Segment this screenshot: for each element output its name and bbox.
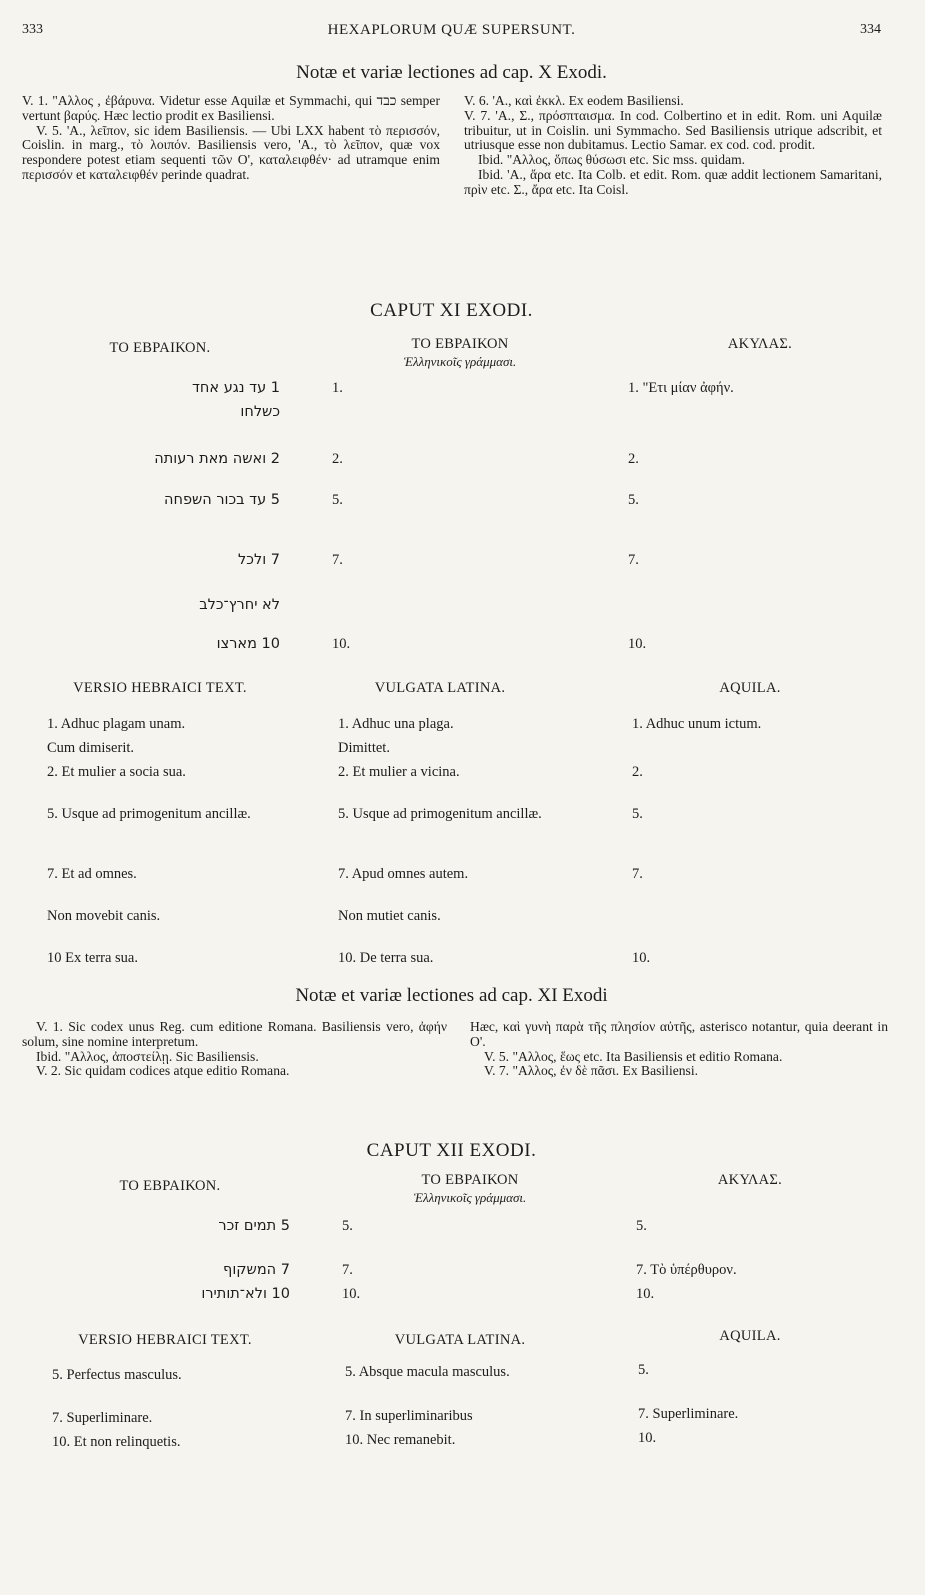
note-paragraph: Hæc, καὶ γυνὴ παρὰ τῆς πλησίον αὐτῆς, asterisco notantur, quia deerant in O'. [470,1019,888,1049]
hebrew-cell: 5 עד בכור השפחה [164,492,280,508]
aquila-cell: 10. [636,1286,655,1302]
greek-translit-cell: 5. [342,1218,353,1234]
vulgata-cell: Dimittet. [338,740,390,756]
note-paragraph: V. 1. "Αλλος , ἐβάρυνα. Videtur esse Aquilæ et Symmachi, qui כבד semper vertunt βαρύς. Hæc lectio prodit ex Basiliensi. [22,93,440,123]
column-header-aquila: AQUILA. [719,680,781,696]
aquila-cell: 2. [628,451,639,467]
column-header-hebraikon-greek: ΤΟ ΕΒΡΑΙΚΟΝ [421,1172,519,1188]
hebrew-cell: 1 עד נגע אחד [192,380,280,396]
running-title: HEXAPLORUM QUÆ SUPERSUNT. [327,22,576,38]
vulgata-cell: 2. Et mulier a vicina. [338,764,460,780]
vulgata-cell: 10. De terra sua. [338,950,434,966]
versio-cell: 10 Ex terra sua. [47,950,138,966]
note-paragraph: Ibid. "Αλλος, ὅπως θύσωσι etc. Sic mss. quidam. [478,152,746,168]
page-number-right: 334 [860,22,881,37]
page-number-left: 333 [22,22,43,37]
notes-x-right-column [464,94,882,198]
vulgata-cell: 7. Apud omnes autem. [338,866,469,882]
aquila-cell: 5. [636,1218,647,1234]
aquila-latin-cell: 10. [632,950,651,966]
note-paragraph: V. 2. Sic quidam codices atque editio Romana. [36,1063,290,1079]
column-header-aquila: AQUILA. [719,1328,781,1344]
hebrew-cell: 7 ולכל [238,552,280,568]
versio-cell: 5. Usque ad primogenitum ancillæ. [47,806,251,822]
hebrew-cell: 2 ואשה מאת רעותה [154,451,280,467]
greek-translit-cell: 2. [332,451,343,467]
notes-xi-title: Notæ et variæ lectiones ad cap. XI Exodi [295,985,608,1006]
greek-translit-cell: 1. [332,380,343,396]
column-header-akylas: ΑΚΥΛΑΣ. [717,1172,783,1188]
aquila-latin-cell: 10. [638,1430,657,1446]
notes-xi-right-column [470,1020,888,1079]
aquila-latin-cell: 7. Superliminare. [638,1406,739,1422]
column-header-akylas: ΑΚΥΛΑΣ. [727,336,793,352]
versio-cell: 10. Et non relinquetis. [52,1434,181,1450]
versio-cell: 5. Perfectus masculus. [52,1367,182,1383]
caput-xi-title: CAPUT XI EXODI. [370,300,533,321]
versio-cell: 7. Superliminare. [52,1410,153,1426]
caput-xii-title: CAPUT XII EXODI. [366,1140,537,1161]
versio-cell: 2. Et mulier a socia sua. [47,764,186,780]
note-paragraph: V. 6. 'A., καὶ ἐκκλ. Ex eodem Basiliensi. [464,93,684,108]
running-header [22,22,881,44]
vulgata-cell: 10. Nec remanebit. [345,1432,456,1448]
vulgata-cell: 5. Usque ad primogenitum ancillæ. [338,806,542,822]
hebrew-cell: 5 תמים זכר [218,1218,290,1234]
aquila-cell: 10. [628,636,647,652]
greek-translit-cell: 10. [332,636,351,652]
aquila-latin-cell: 5. [638,1362,649,1378]
vulgata-cell: 7. In superliminaribus [345,1408,473,1424]
aquila-cell: 7. Τὸ ὑπέρθυρον. [636,1262,737,1278]
hebrew-cell: 10 ולא־תותירו [201,1286,290,1302]
note-paragraph: V. 1. Sic codex unus Reg. cum editione Romana. Basiliensis vero, ἀφήν solum, sine nomine interpretum. [22,1019,447,1049]
column-header-hebraikon: ΤΟ ΕΒΡΑΙΚΟΝ. [119,1178,221,1194]
vulgata-cell: Non mutiet canis. [338,908,441,924]
column-header-vulgata: VULGATA LATINA. [374,680,506,696]
notes-x-left-column [22,94,440,183]
hebrew-cell: 10 מארצו [216,636,280,652]
versio-cell: 7. Et ad omnes. [47,866,137,882]
hebrew-cell: לא יחרץ־כלב [199,597,280,613]
hebrew-cell: 7 המשקוף [223,1262,290,1278]
hebrew-cell: כשלחו [240,404,280,420]
versio-cell: Cum dimiserit. [47,740,134,756]
column-subheader-greek-letters: Ἑλληνικοῖς γράμμασι. [413,1190,527,1205]
note-paragraph: Ibid. "Αλλος, ἀποστείλῃ. Sic Basiliensis. [36,1048,259,1064]
greek-translit-cell: 5. [332,492,343,508]
note-paragraph: V. 5. 'A., λεῖπον, sic idem Basiliensis. — Ubi LXX habent τὸ περισσόν, Coislin. in marg., τὸ λοιπόν. Basiliensis vero, 'A., τὸ λεῖπον, quæ vox respondere potest etiam sequenti τῶν O', καταλειφθέν· ad utramque enim περισσόν et καταλειφθέν perinde quadrat. [22,122,440,182]
note-paragraph: Ibid. 'A., ἄρα etc. Ita Colb. et edit. Rom. quæ addit lectionem Samaritani, πρὶν etc. Σ., ἄρα etc. Ita Coisl. [464,166,882,197]
aquila-latin-cell: 2. [632,764,643,780]
aquila-latin-cell: 5. [632,806,643,822]
versio-cell: Non movebit canis. [47,908,161,924]
column-subheader-greek-letters: Ἑλληνικοῖς γράμμασι. [403,354,517,369]
greek-translit-cell: 10. [342,1286,361,1302]
column-header-hebraikon: ΤΟ ΕΒΡΑΙΚΟΝ. [109,340,211,356]
aquila-cell: 1. "Ετι μίαν ἀφήν. [628,380,734,396]
column-header-vulgata: VULGATA LATINA. [394,1332,526,1348]
versio-cell: 1. Adhuc plagam unam. [47,716,186,732]
notes-x-title: Notæ et variæ lectiones ad cap. X Exodi. [296,62,607,83]
note-paragraph: V. 5. "Αλλος, ἕως etc. Ita Basiliensis et editio Romana. [484,1048,783,1064]
aquila-cell: 5. [628,492,639,508]
vulgata-cell: 1. Adhuc una plaga. [338,716,454,732]
note-paragraph: V. 7. "Αλλος, ἐν δὲ πᾶσι. Ex Basiliensi. [484,1063,699,1079]
greek-translit-cell: 7. [342,1262,353,1278]
aquila-latin-cell: 1. Adhuc unum ictum. [632,716,762,732]
vulgata-cell: 5. Absque macula masculus. [345,1364,510,1380]
column-header-hebraikon-greek: ΤΟ ΕΒΡΑΙΚΟΝ [411,336,509,352]
greek-translit-cell: 7. [332,552,343,568]
aquila-latin-cell: 7. [632,866,643,882]
column-header-versio: VERSIO HEBRAICI TEXT. [73,680,247,696]
column-header-versio: VERSIO HEBRAICI TEXT. [78,1332,252,1348]
notes-xi-left-column [22,1020,447,1079]
note-paragraph: V. 7. 'A., Σ., πρόσπταισμα. In cod. Colbertino et in edit. Rom. uni Aquilæ tribuitur, ut in Coislin. uni Symmacho. Sed Basiliensis utrique adscribit, et utriusque esse non dubitamus. Lectio Samar. ex cod. cod. prodit. [464,107,882,153]
aquila-cell: 7. [628,552,639,568]
